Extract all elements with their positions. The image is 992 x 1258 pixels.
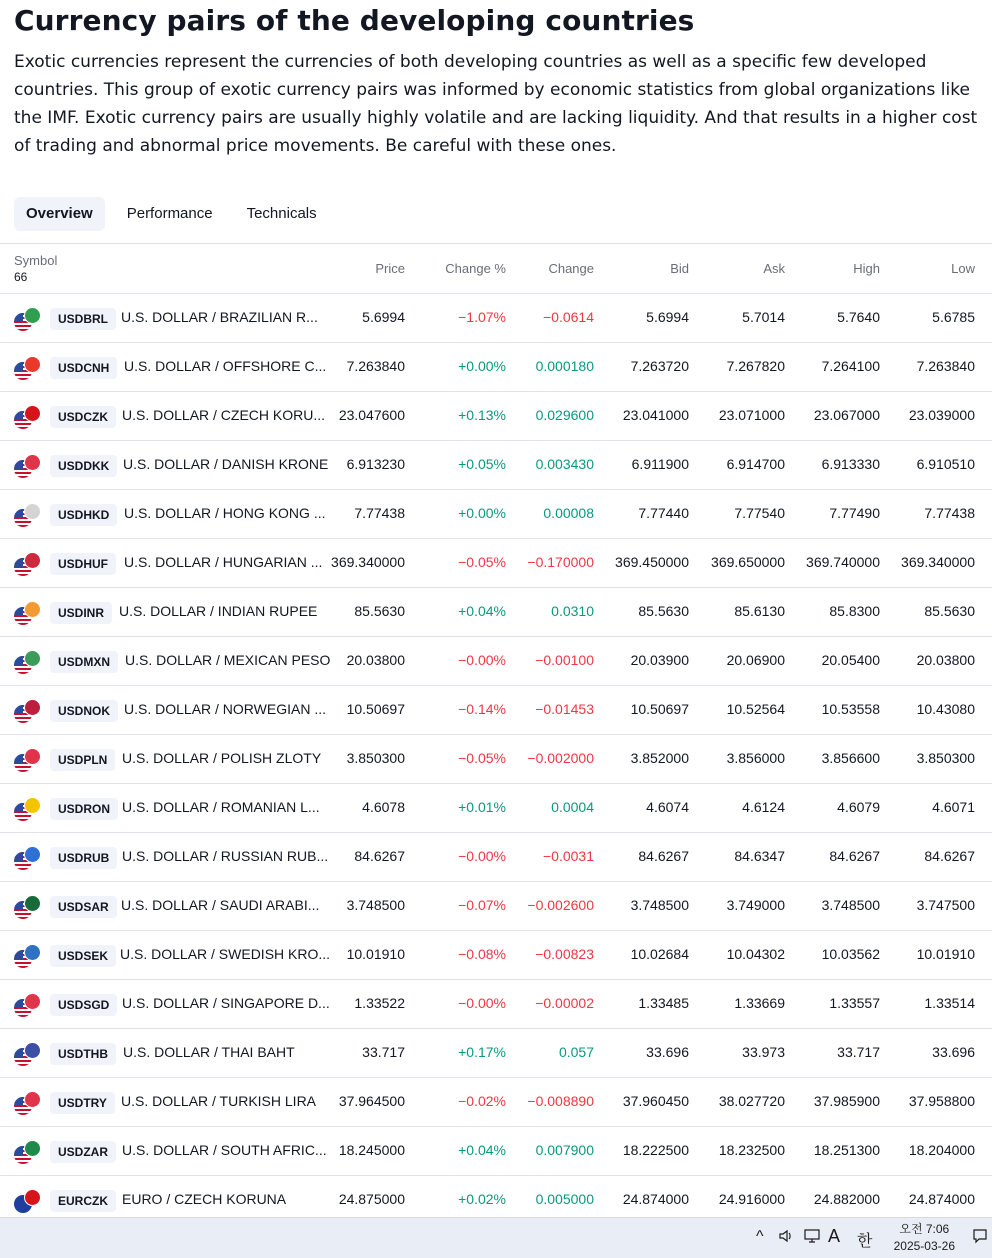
us-flag-icon bbox=[14, 748, 40, 772]
us-flag-icon bbox=[14, 405, 40, 429]
price-cell: 37.964500 bbox=[338, 1093, 405, 1109]
low-cell: 7.77438 bbox=[924, 505, 975, 521]
table-row[interactable] bbox=[0, 294, 992, 343]
change-cell: −0.008890 bbox=[527, 1093, 594, 1109]
high-cell: 7.264100 bbox=[821, 358, 880, 374]
brazil-flag-icon bbox=[24, 307, 41, 324]
ask-cell: 4.6124 bbox=[742, 799, 785, 815]
high-cell: 6.913330 bbox=[821, 456, 880, 472]
price-cell: 24.875000 bbox=[338, 1191, 405, 1207]
change-percent-cell: −0.00% bbox=[458, 652, 506, 668]
eu-flag-icon bbox=[14, 1189, 40, 1213]
price-cell: 1.33522 bbox=[354, 995, 405, 1011]
change-percent-cell: −0.07% bbox=[458, 897, 506, 913]
table-row[interactable] bbox=[0, 686, 992, 735]
bid-cell: 23.041000 bbox=[622, 407, 689, 423]
table-row[interactable] bbox=[0, 1127, 992, 1176]
denmark-flag-icon bbox=[24, 454, 41, 471]
us-flag-icon bbox=[14, 307, 40, 331]
ticker-badge[interactable]: USDCNH bbox=[50, 357, 117, 379]
bid-cell: 5.6994 bbox=[646, 309, 689, 325]
price-cell: 7.77438 bbox=[354, 505, 405, 521]
header-high[interactable]: High bbox=[853, 261, 880, 276]
price-cell: 10.50697 bbox=[346, 701, 405, 717]
change-percent-cell: −1.07% bbox=[458, 309, 506, 325]
hungary-flag-icon bbox=[24, 552, 41, 569]
ticker-badge[interactable]: USDTRY bbox=[50, 1092, 115, 1114]
ask-cell: 20.06900 bbox=[726, 652, 785, 668]
low-cell: 6.910510 bbox=[916, 456, 975, 472]
price-cell: 23.047600 bbox=[338, 407, 405, 423]
table-row[interactable] bbox=[0, 637, 992, 686]
clock-date: 2025-03-26 bbox=[893, 1239, 955, 1253]
ask-cell: 10.04302 bbox=[726, 946, 785, 962]
pair-name[interactable]: U.S. DOLLAR / SOUTH AFRIC... bbox=[122, 1142, 327, 1158]
low-cell: 20.03800 bbox=[916, 652, 975, 668]
ticker-badge[interactable]: USDRON bbox=[50, 798, 118, 820]
high-cell: 24.882000 bbox=[813, 1191, 880, 1207]
change-cell: 0.057 bbox=[558, 1044, 594, 1060]
change-cell: −0.00100 bbox=[535, 652, 594, 668]
pair-name[interactable]: EURO / CZECH KORUNA bbox=[122, 1191, 287, 1207]
high-cell: 3.856600 bbox=[821, 750, 880, 766]
ask-cell: 1.33669 bbox=[734, 995, 785, 1011]
high-cell: 4.6079 bbox=[837, 799, 880, 815]
ask-cell: 18.232500 bbox=[718, 1142, 785, 1158]
high-cell: 33.717 bbox=[837, 1044, 880, 1060]
south-africa-flag-icon bbox=[24, 1140, 41, 1157]
table-body bbox=[0, 294, 992, 1225]
table-row[interactable] bbox=[0, 833, 992, 882]
tab-overview[interactable]: Overview bbox=[14, 197, 105, 231]
tab-performance[interactable]: Performance bbox=[126, 205, 213, 222]
tab-technicals[interactable]: Technicals bbox=[246, 205, 317, 222]
low-cell: 3.850300 bbox=[916, 750, 975, 766]
change-cell: −0.170000 bbox=[527, 554, 594, 570]
high-cell: 7.77490 bbox=[829, 505, 880, 521]
bid-cell: 3.852000 bbox=[630, 750, 689, 766]
change-cell: 0.029600 bbox=[535, 407, 594, 423]
bid-cell: 1.33485 bbox=[638, 995, 689, 1011]
ticker-badge[interactable]: USDMXN bbox=[50, 651, 118, 673]
high-cell: 37.985900 bbox=[813, 1093, 880, 1109]
table-row[interactable] bbox=[0, 441, 992, 490]
bid-cell: 7.77440 bbox=[638, 505, 689, 521]
ticker-badge[interactable]: USDHUF bbox=[50, 553, 116, 575]
price-cell: 369.340000 bbox=[331, 554, 405, 570]
change-cell: 0.003430 bbox=[535, 456, 594, 472]
pair-name[interactable]: U.S. DOLLAR / OFFSHORE C... bbox=[124, 358, 327, 374]
turkey-flag-icon bbox=[24, 1091, 41, 1108]
table-row[interactable] bbox=[0, 490, 992, 539]
change-cell: −0.0614 bbox=[543, 309, 594, 325]
table-row[interactable] bbox=[0, 980, 992, 1029]
header-low[interactable]: Low bbox=[951, 261, 975, 276]
ticker-badge[interactable]: USDRUB bbox=[50, 847, 117, 869]
notification-icon[interactable] bbox=[972, 1228, 988, 1249]
pair-name[interactable]: U.S. DOLLAR / INDIAN RUPEE bbox=[119, 603, 318, 619]
bid-cell: 84.6267 bbox=[638, 848, 689, 864]
bid-cell: 33.696 bbox=[646, 1044, 689, 1060]
high-cell: 20.05400 bbox=[821, 652, 880, 668]
change-percent-cell: −0.00% bbox=[458, 848, 506, 864]
table-row[interactable] bbox=[0, 539, 992, 588]
bid-cell: 3.748500 bbox=[630, 897, 689, 913]
table-row[interactable] bbox=[0, 392, 992, 441]
romania-flag-icon bbox=[24, 797, 41, 814]
low-cell: 10.01910 bbox=[916, 946, 975, 962]
price-cell: 7.263840 bbox=[346, 358, 405, 374]
high-cell: 18.251300 bbox=[813, 1142, 880, 1158]
ticker-badge[interactable]: USDTHB bbox=[50, 1043, 116, 1065]
low-cell: 369.340000 bbox=[901, 554, 975, 570]
us-flag-icon bbox=[14, 797, 40, 821]
sweden-flag-icon bbox=[24, 944, 41, 961]
mexico-flag-icon bbox=[24, 650, 41, 667]
us-flag-icon bbox=[14, 846, 40, 870]
price-cell: 6.913230 bbox=[346, 456, 405, 472]
low-cell: 37.958800 bbox=[908, 1093, 975, 1109]
low-cell: 18.204000 bbox=[908, 1142, 975, 1158]
low-cell: 3.747500 bbox=[916, 897, 975, 913]
bid-cell: 37.960450 bbox=[622, 1093, 689, 1109]
change-cell: −0.0031 bbox=[543, 848, 594, 864]
low-cell: 1.33514 bbox=[924, 995, 975, 1011]
poland-flag-icon bbox=[24, 748, 41, 765]
us-flag-icon bbox=[14, 552, 40, 576]
pair-name[interactable]: U.S. DOLLAR / HUNGARIAN ... bbox=[124, 554, 323, 570]
high-cell: 10.53558 bbox=[821, 701, 880, 717]
price-cell: 20.03800 bbox=[346, 652, 405, 668]
table-row[interactable] bbox=[0, 735, 992, 784]
hong-kong-flag-icon bbox=[24, 503, 41, 520]
bid-cell: 10.02684 bbox=[630, 946, 689, 962]
russia-flag-icon bbox=[24, 846, 41, 863]
chevron-up-icon[interactable]: ^ bbox=[756, 1228, 764, 1245]
change-cell: 0.0310 bbox=[551, 603, 594, 619]
change-percent-cell: −0.05% bbox=[458, 554, 506, 570]
us-flag-icon bbox=[14, 503, 40, 527]
taskbar bbox=[0, 1217, 992, 1258]
ticker-badge[interactable]: USDZAR bbox=[50, 1141, 116, 1163]
pair-name[interactable]: U.S. DOLLAR / RUSSIAN RUB... bbox=[122, 848, 329, 864]
header-price[interactable]: Price bbox=[375, 261, 405, 276]
ask-cell: 3.856000 bbox=[726, 750, 785, 766]
change-percent-cell: −0.08% bbox=[458, 946, 506, 962]
price-cell: 3.850300 bbox=[346, 750, 405, 766]
ticker-badge[interactable]: EURCZK bbox=[50, 1190, 116, 1212]
ticker-badge[interactable]: USDINR bbox=[50, 602, 112, 624]
change-percent-cell: +0.00% bbox=[458, 505, 506, 521]
pair-name[interactable]: U.S. DOLLAR / SAUDI ARABI... bbox=[121, 897, 320, 913]
india-flag-icon bbox=[24, 601, 41, 618]
us-flag-icon bbox=[14, 993, 40, 1017]
ticker-badge[interactable]: USDPLN bbox=[50, 749, 115, 771]
change-cell: 0.00008 bbox=[543, 505, 594, 521]
ask-cell: 5.7014 bbox=[742, 309, 785, 325]
currency-table bbox=[0, 243, 992, 1225]
us-flag-icon bbox=[14, 895, 40, 919]
change-cell: −0.00002 bbox=[535, 995, 594, 1011]
ask-cell: 7.267820 bbox=[726, 358, 785, 374]
bid-cell: 10.50697 bbox=[630, 701, 689, 717]
low-cell: 5.6785 bbox=[932, 309, 975, 325]
bid-cell: 20.03900 bbox=[630, 652, 689, 668]
ask-cell: 369.650000 bbox=[711, 554, 785, 570]
price-cell: 3.748500 bbox=[346, 897, 405, 913]
ticker-badge[interactable]: USDCZK bbox=[50, 406, 116, 428]
ask-cell: 3.749000 bbox=[726, 897, 785, 913]
change-percent-cell: +0.04% bbox=[458, 1142, 506, 1158]
pair-name[interactable]: U.S. DOLLAR / TURKISH LIRA bbox=[121, 1093, 317, 1109]
ask-cell: 7.77540 bbox=[734, 505, 785, 521]
pair-name[interactable]: U.S. DOLLAR / SINGAPORE D... bbox=[122, 995, 330, 1011]
high-cell: 84.6267 bbox=[829, 848, 880, 864]
table-row[interactable] bbox=[0, 784, 992, 833]
table-header bbox=[0, 243, 992, 294]
table-row[interactable] bbox=[0, 588, 992, 637]
change-cell: −0.01453 bbox=[535, 701, 594, 717]
high-cell: 1.33557 bbox=[829, 995, 880, 1011]
change-cell: 0.005000 bbox=[535, 1191, 594, 1207]
saudi-arabia-flag-icon bbox=[24, 895, 41, 912]
tab-bar bbox=[14, 197, 339, 231]
pair-name[interactable]: U.S. DOLLAR / NORWEGIAN ... bbox=[124, 701, 327, 717]
bid-cell: 7.263720 bbox=[630, 358, 689, 374]
pair-name[interactable]: U.S. DOLLAR / SWEDISH KRO... bbox=[120, 946, 331, 962]
change-percent-cell: +0.05% bbox=[458, 456, 506, 472]
ask-cell: 6.914700 bbox=[726, 456, 785, 472]
high-cell: 3.748500 bbox=[821, 897, 880, 913]
czech-flag-icon bbox=[24, 405, 41, 422]
table-row[interactable] bbox=[0, 1078, 992, 1127]
low-cell: 7.263840 bbox=[916, 358, 975, 374]
low-cell: 10.43080 bbox=[916, 701, 975, 717]
bid-cell: 4.6074 bbox=[646, 799, 689, 815]
us-flag-icon bbox=[14, 699, 40, 723]
us-flag-icon bbox=[14, 650, 40, 674]
change-cell: 0.007900 bbox=[535, 1142, 594, 1158]
pair-name[interactable]: U.S. DOLLAR / HONG KONG ... bbox=[124, 505, 326, 521]
thailand-flag-icon bbox=[24, 1042, 41, 1059]
price-cell: 10.01910 bbox=[346, 946, 405, 962]
change-percent-cell: +0.13% bbox=[458, 407, 506, 423]
high-cell: 23.067000 bbox=[813, 407, 880, 423]
change-percent-cell: +0.01% bbox=[458, 799, 506, 815]
high-cell: 369.740000 bbox=[806, 554, 880, 570]
network-icon[interactable] bbox=[803, 1228, 821, 1249]
us-flag-icon bbox=[14, 1042, 40, 1066]
bid-cell: 85.5630 bbox=[638, 603, 689, 619]
change-percent-cell: −0.14% bbox=[458, 701, 506, 717]
us-flag-icon bbox=[14, 944, 40, 968]
bid-cell: 24.874000 bbox=[622, 1191, 689, 1207]
table-row[interactable] bbox=[0, 343, 992, 392]
ticker-badge[interactable]: USDSEK bbox=[50, 945, 116, 967]
table-row[interactable] bbox=[0, 931, 992, 980]
us-flag-icon bbox=[14, 356, 40, 380]
table-row[interactable] bbox=[0, 1029, 992, 1078]
change-percent-cell: +0.17% bbox=[458, 1044, 506, 1060]
ticker-badge[interactable]: USDSGD bbox=[50, 994, 117, 1016]
speaker-icon[interactable] bbox=[778, 1228, 794, 1249]
ime-mode-icon[interactable]: A bbox=[828, 1226, 841, 1246]
ask-cell: 84.6347 bbox=[734, 848, 785, 864]
pair-name[interactable]: U.S. DOLLAR / DANISH KRONE bbox=[123, 456, 329, 472]
ask-cell: 33.973 bbox=[742, 1044, 785, 1060]
us-flag-icon bbox=[14, 1140, 40, 1164]
header-bid[interactable]: Bid bbox=[670, 261, 689, 276]
table-row[interactable] bbox=[0, 882, 992, 931]
price-cell: 85.5630 bbox=[354, 603, 405, 619]
low-cell: 23.039000 bbox=[908, 407, 975, 423]
low-cell: 33.696 bbox=[932, 1044, 975, 1060]
change-cell: −0.002000 bbox=[527, 750, 594, 766]
low-cell: 4.6071 bbox=[932, 799, 975, 815]
ticker-badge[interactable]: USDSAR bbox=[50, 896, 117, 918]
change-percent-cell: −0.00% bbox=[458, 995, 506, 1011]
us-flag-icon bbox=[14, 601, 40, 625]
change-percent-cell: +0.00% bbox=[458, 358, 506, 374]
change-cell: 0.000180 bbox=[535, 358, 594, 374]
high-cell: 85.8300 bbox=[829, 603, 880, 619]
change-percent-cell: −0.05% bbox=[458, 750, 506, 766]
price-cell: 33.717 bbox=[362, 1044, 405, 1060]
ime-hangul-icon[interactable]: 한 bbox=[857, 1233, 873, 1250]
header-change[interactable]: Change bbox=[548, 261, 594, 276]
price-cell: 4.6078 bbox=[362, 799, 405, 815]
bid-cell: 6.911900 bbox=[631, 456, 689, 472]
ticker-badge[interactable]: USDNOK bbox=[50, 700, 118, 722]
ask-cell: 38.027720 bbox=[718, 1093, 785, 1109]
pair-name[interactable]: U.S. DOLLAR / BRAZILIAN R... bbox=[121, 309, 318, 325]
pair-name[interactable]: U.S. DOLLAR / CZECH KORU... bbox=[122, 407, 326, 423]
pair-name[interactable]: U.S. DOLLAR / ROMANIAN L... bbox=[122, 799, 320, 815]
czech-flag-icon bbox=[24, 1189, 41, 1206]
clock-time: 오전 7:06 bbox=[899, 1222, 950, 1236]
change-percent-cell: +0.02% bbox=[458, 1191, 506, 1207]
change-cell: −0.002600 bbox=[527, 897, 594, 913]
low-cell: 85.5630 bbox=[924, 603, 975, 619]
price-cell: 84.6267 bbox=[354, 848, 405, 864]
change-cell: −0.00823 bbox=[535, 946, 594, 962]
header-change-percent[interactable]: Change % bbox=[445, 261, 506, 276]
bid-cell: 18.222500 bbox=[622, 1142, 689, 1158]
low-cell: 84.6267 bbox=[924, 848, 975, 864]
us-flag-icon bbox=[14, 454, 40, 478]
bid-cell: 369.450000 bbox=[615, 554, 689, 570]
ticker-badge[interactable]: USDDKK bbox=[50, 455, 117, 477]
ask-cell: 24.916000 bbox=[718, 1191, 785, 1207]
ask-cell: 85.6130 bbox=[734, 603, 785, 619]
change-cell: 0.0004 bbox=[551, 799, 594, 815]
page-description: Exotic currencies represent the currencies of both developing countries as well as a specific few developed countries. This group of exotic currency pairs was informed by economic statistics from global organizations like the IMF. Exotic currency pairs are usually highly volatile and are lacking liquidity. And that results in a higher cost of trading and abnormal price movements. Be careful with these ones. bbox=[14, 52, 978, 156]
ticker-badge[interactable]: USDHKD bbox=[50, 504, 117, 526]
page-title: Currency pairs of the developing countries bbox=[14, 4, 695, 37]
us-flag-icon bbox=[14, 1091, 40, 1115]
pair-name[interactable]: U.S. DOLLAR / MEXICAN PESO bbox=[125, 652, 331, 668]
header-ask[interactable]: Ask bbox=[763, 261, 785, 276]
low-cell: 24.874000 bbox=[908, 1191, 975, 1207]
high-cell: 10.03562 bbox=[821, 946, 880, 962]
china-flag-icon bbox=[24, 356, 41, 373]
symbol-count: 66 bbox=[14, 270, 28, 284]
ask-cell: 10.52564 bbox=[726, 701, 785, 717]
ticker-badge[interactable]: USDBRL bbox=[50, 308, 116, 330]
change-percent-cell: −0.02% bbox=[458, 1093, 506, 1109]
price-cell: 5.6994 bbox=[362, 309, 405, 325]
header-symbol[interactable]: Symbol bbox=[14, 253, 58, 268]
pair-name[interactable]: U.S. DOLLAR / POLISH ZLOTY bbox=[122, 750, 322, 766]
norway-flag-icon bbox=[24, 699, 41, 716]
price-cell: 18.245000 bbox=[338, 1142, 405, 1158]
ask-cell: 23.071000 bbox=[718, 407, 785, 423]
taskbar-clock[interactable] bbox=[894, 1221, 955, 1255]
change-percent-cell: +0.04% bbox=[458, 603, 506, 619]
high-cell: 5.7640 bbox=[837, 309, 880, 325]
singapore-flag-icon bbox=[24, 993, 41, 1010]
pair-name[interactable]: U.S. DOLLAR / THAI BAHT bbox=[123, 1044, 295, 1060]
